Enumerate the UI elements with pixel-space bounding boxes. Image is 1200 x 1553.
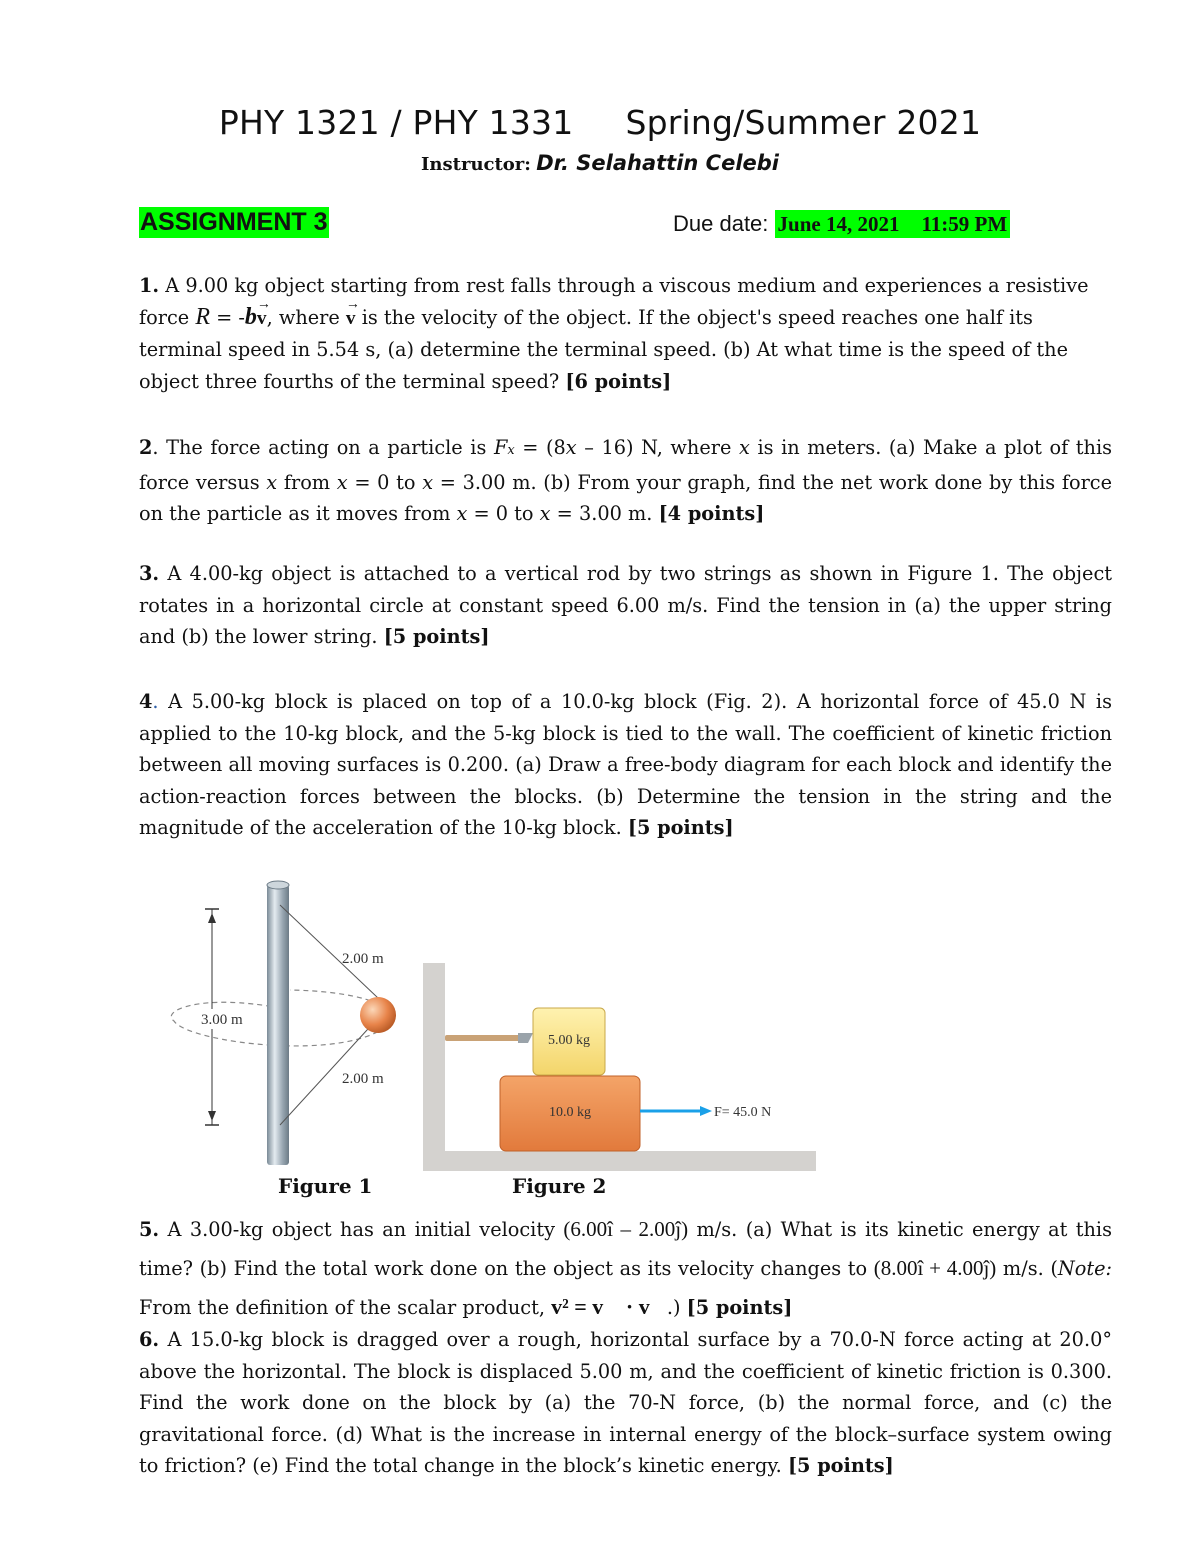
arrow-head [208, 1111, 216, 1121]
due-time: 11:59 PM [921, 212, 1008, 236]
figure-2-diagram [423, 963, 816, 1171]
question-text: from [277, 470, 337, 494]
due-highlight [775, 210, 1011, 238]
b-symbol: b [244, 303, 257, 330]
question-text: . The force acting on a particle is [152, 436, 494, 459]
question-text: = - [209, 305, 245, 329]
note-label: Note: [1057, 1257, 1113, 1280]
question-number: 6. [139, 1328, 160, 1351]
x-symbol: x [336, 470, 348, 494]
question-text: A 3.00-kg object has an initial velocity [159, 1218, 564, 1241]
question-text: A 4.00-kg object is attached to a vertical rod by two strings as shown in Figure 1. The object rotates in a horizontal circle at constant speed 6.00 m/s. Find the tension in (a) the upper string and (b) the lower string. [139, 562, 1112, 648]
resistive-force-symbol: R [195, 303, 210, 330]
scalar-product-formula: v² = v⃗ · v⃗ [551, 1294, 667, 1319]
question-number: 3. [139, 562, 160, 585]
due-date: June 14, 2021 [777, 212, 900, 236]
course-code: PHY 1321 / PHY 1331 [218, 103, 574, 142]
question-text: A 9.00 kg object starting from rest falls through a viscous medium and experiences a resistive force [139, 274, 1089, 329]
x-symbol: x [266, 470, 278, 494]
question-text: – 16) N, where [576, 436, 739, 459]
wall [423, 963, 445, 1171]
question-text: = (8 [514, 436, 566, 459]
x-symbol: x [565, 436, 577, 459]
upper-string-label: 2.00 m [342, 951, 384, 967]
question-text: = 3.00 m. [550, 502, 659, 525]
question-text: A 5.00-kg block is placed on top of a 10.0-kg block (Fig. 2). A horizontal force of 45.0 N is applied to the 10-kg block, and the 5-kg block is tied to the wall. The coefficient of kinetic friction between all moving surfaces is 0.200. (a) Draw a free-body diagram for each block and identify the action-reaction forces between the blocks. (b) Determine the tension in the string and the magnitude of the acceleration of the 10-kg block. [139, 690, 1112, 839]
assignment-title: ASSIGNMENT 3 [140, 208, 328, 236]
x-symbol: x [738, 436, 750, 459]
figures [160, 873, 840, 1173]
question-text: .) [666, 1296, 687, 1319]
question-number: 2 [139, 436, 153, 459]
question-5 [139, 1210, 1112, 1327]
points: [5 points] [627, 816, 734, 839]
question-text: = 3.00 m. (b) From your graph, find the net work done by this force on the particle as it moves from [139, 470, 1112, 525]
question-text: From the definition of the scalar product, [139, 1296, 552, 1319]
points: [5 points] [787, 1454, 894, 1477]
velocity-vector-symbol: v → [257, 303, 267, 335]
instructor-line [0, 151, 1200, 176]
question-4 [139, 686, 1112, 844]
bottom-block-label: 10.0 kg [549, 1105, 591, 1120]
question-text: , where [266, 305, 346, 329]
x-symbol: x [422, 470, 434, 494]
lower-string-label: 2.00 m [342, 1071, 384, 1087]
rod-top [267, 881, 289, 889]
velocity-vector-symbol: v → [346, 303, 356, 335]
question-number: 1. [139, 274, 160, 297]
top-block-label: 5.00 kg [548, 1033, 590, 1048]
question-text: A 15.0-kg block is dragged over a rough, horizontal surface by a 70.0-N force acting at 20.0° above the horizontal. The block is displaced 5.00 m, and the coefficient of kinetic friction is 0.300. Find the work done on the block by (a) the 70-N force, (b) the normal force, and (c) the gravitational force. (d) What is the increase in internal energy of the block–surface system owing to friction? (e) Find the total change in the block’s kinetic energy. [139, 1328, 1112, 1477]
question-number: 5. [139, 1218, 160, 1241]
instructor-label: Instructor: [421, 154, 531, 175]
initial-velocity: (6.00î – 2.00ĵ) [563, 1217, 689, 1241]
final-velocity: (8.00î + 4.00ĵ) [873, 1256, 997, 1280]
figure-1-diagram [171, 881, 396, 1165]
instructor-name: Dr. Selahattin Celebi [536, 151, 779, 175]
x-symbol: x [539, 502, 551, 525]
force-label: F= 45.0 N [714, 1105, 772, 1120]
due-date-line [673, 209, 1010, 239]
force-symbol: Fx [493, 436, 515, 459]
vertical-rod [267, 885, 289, 1165]
question-text: is the velocity of the object. If the object's speed reaches one half its terminal speed in 5.54 s, (a) determine the terminal speed. (b) At what time is the speed of the object three fourths of the terminal speed? [139, 305, 1068, 393]
question-text: = 0 to [467, 502, 540, 525]
question-text: m/s. (a) What is its kinetic energy at this time? (b) Find the total work done on the object as its velocity changes to [139, 1218, 1112, 1280]
course-title [0, 103, 1200, 142]
rotating-object [360, 997, 396, 1033]
points: [5 points] [686, 1296, 793, 1319]
question-text: = 0 to [347, 470, 423, 494]
question-3 [139, 558, 1112, 653]
points: [6 points] [565, 369, 672, 393]
due-label: Due date: [673, 211, 769, 236]
rope-clip [518, 1033, 533, 1043]
question-text: is in meters. (a) Make a plot of this force versus [139, 436, 1113, 494]
question-6 [139, 1324, 1112, 1482]
question-text: m/s. ( [996, 1257, 1058, 1280]
figure-1-caption: Figure 1 [278, 1174, 373, 1198]
points: [4 points] [658, 502, 765, 525]
term: Spring/Summer 2021 [625, 103, 982, 142]
floor [423, 1151, 816, 1171]
x-symbol: x [456, 502, 468, 525]
question-1 [139, 270, 1112, 397]
rope [445, 1035, 523, 1041]
figure-2-caption: Figure 2 [512, 1174, 607, 1198]
points: [5 points] [383, 625, 490, 648]
height-label: 3.00 m [201, 1012, 243, 1028]
question-2 [139, 432, 1112, 530]
question-number: 4 [139, 690, 153, 713]
force-arrow-head [700, 1106, 712, 1116]
arrow-head [208, 913, 216, 923]
question-number-dot: . [152, 690, 159, 713]
